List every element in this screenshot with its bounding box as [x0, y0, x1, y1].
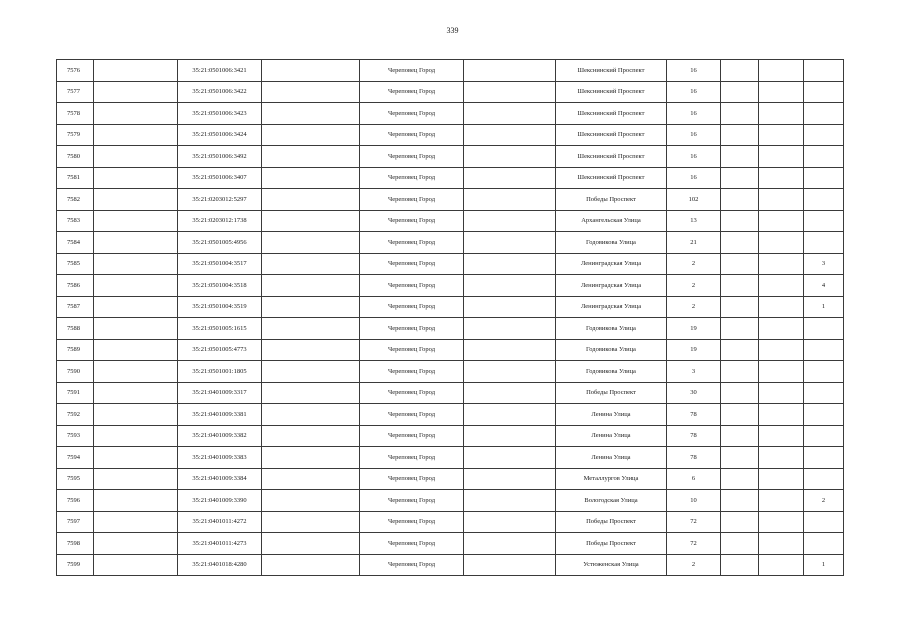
- apartment-cell: 1: [804, 296, 844, 318]
- table-row: [57, 490, 844, 512]
- table-row: [57, 60, 844, 82]
- empty-cell: [464, 275, 556, 297]
- city-cell: Череповец Город: [360, 511, 464, 533]
- empty-cell: [464, 511, 556, 533]
- empty-cell: [262, 490, 360, 512]
- row-number-cell: 7589: [57, 339, 94, 361]
- table-row: [57, 210, 844, 232]
- row-number-cell: 7584: [57, 232, 94, 254]
- empty-cell: [94, 124, 178, 146]
- empty-cell: [94, 533, 178, 555]
- empty-cell: [721, 533, 759, 555]
- street-cell: Шекснинский Проспект: [556, 124, 667, 146]
- city-cell: Череповец Город: [360, 382, 464, 404]
- empty-cell: [94, 447, 178, 469]
- empty-cell: [759, 382, 804, 404]
- house-number-cell: 16: [667, 103, 721, 125]
- street-cell: Ленинградская Улица: [556, 253, 667, 275]
- street-cell: Шекснинский Проспект: [556, 60, 667, 82]
- empty-cell: [94, 361, 178, 383]
- empty-cell: [759, 447, 804, 469]
- empty-cell: [262, 468, 360, 490]
- city-cell: Череповец Город: [360, 361, 464, 383]
- table-row: [57, 146, 844, 168]
- house-number-cell: 3: [667, 361, 721, 383]
- house-number-cell: 16: [667, 60, 721, 82]
- empty-cell: [94, 103, 178, 125]
- apartment-cell: [804, 189, 844, 211]
- cadastral-number-cell: 35:21:0501006:3492: [178, 146, 262, 168]
- empty-cell: [759, 404, 804, 426]
- city-cell: Череповец Город: [360, 404, 464, 426]
- empty-cell: [721, 511, 759, 533]
- apartment-cell: [804, 103, 844, 125]
- apartment-cell: 4: [804, 275, 844, 297]
- empty-cell: [759, 103, 804, 125]
- empty-cell: [464, 167, 556, 189]
- city-cell: Череповец Город: [360, 296, 464, 318]
- cadastral-number-cell: 35:21:0501001:1805: [178, 361, 262, 383]
- table-row: [57, 382, 844, 404]
- empty-cell: [759, 189, 804, 211]
- empty-cell: [262, 124, 360, 146]
- cadastral-number-cell: 35:21:0501004:3519: [178, 296, 262, 318]
- cadastral-number-cell: 35:21:0401011:4272: [178, 511, 262, 533]
- empty-cell: [721, 60, 759, 82]
- apartment-cell: [804, 124, 844, 146]
- house-number-cell: 72: [667, 511, 721, 533]
- table-row: [57, 318, 844, 340]
- street-cell: Ленина Улица: [556, 447, 667, 469]
- empty-cell: [464, 361, 556, 383]
- empty-cell: [759, 425, 804, 447]
- city-cell: Череповец Город: [360, 490, 464, 512]
- empty-cell: [721, 468, 759, 490]
- street-cell: Устюженская Улица: [556, 554, 667, 576]
- table-row: [57, 339, 844, 361]
- street-cell: Шекснинский Проспект: [556, 103, 667, 125]
- table-row: [57, 511, 844, 533]
- street-cell: Ленина Улица: [556, 404, 667, 426]
- table-row: [57, 468, 844, 490]
- cadastral-number-cell: 35:21:0501006:3424: [178, 124, 262, 146]
- cadastral-number-cell: 35:21:0203012:1738: [178, 210, 262, 232]
- apartment-cell: [804, 210, 844, 232]
- cadastral-number-cell: 35:21:0501005:1615: [178, 318, 262, 340]
- empty-cell: [721, 275, 759, 297]
- city-cell: Череповец Город: [360, 554, 464, 576]
- empty-cell: [759, 81, 804, 103]
- empty-cell: [759, 318, 804, 340]
- apartment-cell: [804, 318, 844, 340]
- street-cell: Вологодская Улица: [556, 490, 667, 512]
- street-cell: Ленинградская Улица: [556, 275, 667, 297]
- empty-cell: [721, 232, 759, 254]
- cadastral-number-cell: 35:21:0401009:3383: [178, 447, 262, 469]
- table-row: [57, 554, 844, 576]
- empty-cell: [262, 103, 360, 125]
- empty-cell: [759, 210, 804, 232]
- apartment-cell: [804, 511, 844, 533]
- empty-cell: [94, 60, 178, 82]
- table-row: [57, 189, 844, 211]
- empty-cell: [464, 554, 556, 576]
- empty-cell: [464, 81, 556, 103]
- empty-cell: [721, 554, 759, 576]
- empty-cell: [759, 146, 804, 168]
- row-number-cell: 7586: [57, 275, 94, 297]
- empty-cell: [94, 275, 178, 297]
- empty-cell: [759, 361, 804, 383]
- empty-cell: [464, 468, 556, 490]
- cadastral-number-cell: 35:21:0501005:4956: [178, 232, 262, 254]
- house-number-cell: 30: [667, 382, 721, 404]
- empty-cell: [464, 318, 556, 340]
- house-number-cell: 78: [667, 447, 721, 469]
- city-cell: Череповец Город: [360, 146, 464, 168]
- house-number-cell: 78: [667, 425, 721, 447]
- empty-cell: [262, 210, 360, 232]
- empty-cell: [759, 253, 804, 275]
- empty-cell: [759, 490, 804, 512]
- empty-cell: [721, 189, 759, 211]
- page-number: 339: [446, 26, 459, 35]
- city-cell: Череповец Город: [360, 210, 464, 232]
- empty-cell: [262, 146, 360, 168]
- empty-cell: [262, 81, 360, 103]
- cadastral-number-cell: 35:21:0203012:5297: [178, 189, 262, 211]
- city-cell: Череповец Город: [360, 124, 464, 146]
- empty-cell: [464, 296, 556, 318]
- apartment-cell: [804, 167, 844, 189]
- empty-cell: [464, 210, 556, 232]
- empty-cell: [464, 124, 556, 146]
- row-number-cell: 7598: [57, 533, 94, 555]
- house-number-cell: 13: [667, 210, 721, 232]
- city-cell: Череповец Город: [360, 339, 464, 361]
- empty-cell: [721, 490, 759, 512]
- city-cell: Череповец Город: [360, 425, 464, 447]
- house-number-cell: 2: [667, 296, 721, 318]
- street-cell: Металлургов Улица: [556, 468, 667, 490]
- row-number-cell: 7591: [57, 382, 94, 404]
- table-row: [57, 103, 844, 125]
- empty-cell: [721, 146, 759, 168]
- apartment-cell: [804, 447, 844, 469]
- cadastral-number-cell: 35:21:0501006:3421: [178, 60, 262, 82]
- empty-cell: [262, 404, 360, 426]
- empty-cell: [721, 210, 759, 232]
- empty-cell: [721, 447, 759, 469]
- empty-cell: [759, 275, 804, 297]
- table-row: [57, 361, 844, 383]
- empty-cell: [759, 339, 804, 361]
- table-row: [57, 275, 844, 297]
- empty-cell: [94, 189, 178, 211]
- empty-cell: [94, 253, 178, 275]
- apartment-cell: [804, 232, 844, 254]
- house-number-cell: 16: [667, 81, 721, 103]
- empty-cell: [464, 339, 556, 361]
- row-number-cell: 7585: [57, 253, 94, 275]
- empty-cell: [759, 167, 804, 189]
- cadastral-number-cell: 35:21:0501004:3517: [178, 253, 262, 275]
- street-cell: Ленинградская Улица: [556, 296, 667, 318]
- table-row: [57, 533, 844, 555]
- house-number-cell: 19: [667, 318, 721, 340]
- cadastral-number-cell: 35:21:0501006:3423: [178, 103, 262, 125]
- row-number-cell: 7583: [57, 210, 94, 232]
- empty-cell: [94, 81, 178, 103]
- row-number-cell: 7593: [57, 425, 94, 447]
- empty-cell: [94, 425, 178, 447]
- city-cell: Череповец Город: [360, 447, 464, 469]
- empty-cell: [721, 361, 759, 383]
- apartment-cell: 1: [804, 554, 844, 576]
- city-cell: Череповец Город: [360, 167, 464, 189]
- apartment-cell: [804, 339, 844, 361]
- empty-cell: [94, 554, 178, 576]
- street-cell: Победы Проспект: [556, 533, 667, 555]
- row-number-cell: 7578: [57, 103, 94, 125]
- row-number-cell: 7582: [57, 189, 94, 211]
- house-number-cell: 16: [667, 124, 721, 146]
- empty-cell: [262, 511, 360, 533]
- row-number-cell: 7588: [57, 318, 94, 340]
- street-cell: Годовикова Улица: [556, 339, 667, 361]
- apartment-cell: 2: [804, 490, 844, 512]
- row-number-cell: 7594: [57, 447, 94, 469]
- house-number-cell: 19: [667, 339, 721, 361]
- cadastral-number-cell: 35:21:0401009:3384: [178, 468, 262, 490]
- house-number-cell: 72: [667, 533, 721, 555]
- empty-cell: [721, 124, 759, 146]
- empty-cell: [94, 404, 178, 426]
- city-cell: Череповец Город: [360, 533, 464, 555]
- house-number-cell: 2: [667, 275, 721, 297]
- cadastral-number-cell: 35:21:0501006:3422: [178, 81, 262, 103]
- cadastral-number-cell: 35:21:0401009:3381: [178, 404, 262, 426]
- street-cell: Архангельская Улица: [556, 210, 667, 232]
- street-cell: Шекснинский Проспект: [556, 81, 667, 103]
- empty-cell: [94, 296, 178, 318]
- empty-cell: [721, 167, 759, 189]
- row-number-cell: 7595: [57, 468, 94, 490]
- city-cell: Череповец Город: [360, 81, 464, 103]
- empty-cell: [721, 296, 759, 318]
- empty-cell: [262, 425, 360, 447]
- empty-cell: [721, 404, 759, 426]
- empty-cell: [94, 339, 178, 361]
- city-cell: Череповец Город: [360, 60, 464, 82]
- empty-cell: [262, 318, 360, 340]
- city-cell: Череповец Город: [360, 189, 464, 211]
- empty-cell: [94, 511, 178, 533]
- table-row: [57, 296, 844, 318]
- empty-cell: [262, 447, 360, 469]
- city-cell: Череповец Город: [360, 318, 464, 340]
- cadastral-number-cell: 35:21:0401009:3382: [178, 425, 262, 447]
- street-cell: Годовикова Улица: [556, 232, 667, 254]
- empty-cell: [262, 60, 360, 82]
- house-number-cell: 6: [667, 468, 721, 490]
- empty-cell: [464, 103, 556, 125]
- empty-cell: [721, 425, 759, 447]
- apartment-cell: [804, 533, 844, 555]
- apartment-cell: [804, 382, 844, 404]
- cadastral-number-cell: 35:21:0401009:3317: [178, 382, 262, 404]
- empty-cell: [759, 124, 804, 146]
- empty-cell: [464, 146, 556, 168]
- empty-cell: [759, 60, 804, 82]
- row-number-cell: 7577: [57, 81, 94, 103]
- cadastral-number-cell: 35:21:0401011:4273: [178, 533, 262, 555]
- city-cell: Череповец Город: [360, 232, 464, 254]
- apartment-cell: 3: [804, 253, 844, 275]
- street-cell: Победы Проспект: [556, 382, 667, 404]
- apartment-cell: [804, 361, 844, 383]
- empty-cell: [262, 253, 360, 275]
- empty-cell: [464, 533, 556, 555]
- street-cell: Победы Проспект: [556, 511, 667, 533]
- empty-cell: [464, 232, 556, 254]
- empty-cell: [94, 490, 178, 512]
- house-number-cell: 16: [667, 146, 721, 168]
- house-number-cell: 10: [667, 490, 721, 512]
- house-number-cell: 78: [667, 404, 721, 426]
- house-number-cell: 2: [667, 554, 721, 576]
- row-number-cell: 7587: [57, 296, 94, 318]
- cadastral-number-cell: 35:21:0401009:3390: [178, 490, 262, 512]
- empty-cell: [759, 296, 804, 318]
- table-row: [57, 167, 844, 189]
- house-number-cell: 21: [667, 232, 721, 254]
- house-number-cell: 102: [667, 189, 721, 211]
- empty-cell: [262, 554, 360, 576]
- row-number-cell: 7596: [57, 490, 94, 512]
- cadastral-number-cell: 35:21:0401018:4280: [178, 554, 262, 576]
- street-cell: Годовикова Улица: [556, 361, 667, 383]
- table-row: [57, 232, 844, 254]
- table-row: [57, 124, 844, 146]
- house-number-cell: 2: [667, 253, 721, 275]
- empty-cell: [464, 425, 556, 447]
- row-number-cell: 7590: [57, 361, 94, 383]
- empty-cell: [262, 189, 360, 211]
- table-row: [57, 253, 844, 275]
- empty-cell: [94, 382, 178, 404]
- empty-cell: [464, 404, 556, 426]
- empty-cell: [94, 468, 178, 490]
- empty-cell: [759, 511, 804, 533]
- empty-cell: [262, 382, 360, 404]
- empty-cell: [262, 167, 360, 189]
- empty-cell: [721, 382, 759, 404]
- empty-cell: [464, 490, 556, 512]
- table-row: [57, 404, 844, 426]
- empty-cell: [759, 468, 804, 490]
- cadastral-number-cell: 35:21:0501005:4773: [178, 339, 262, 361]
- apartment-cell: [804, 404, 844, 426]
- row-number-cell: 7579: [57, 124, 94, 146]
- empty-cell: [464, 60, 556, 82]
- city-cell: Череповец Город: [360, 103, 464, 125]
- empty-cell: [464, 447, 556, 469]
- empty-cell: [94, 146, 178, 168]
- row-number-cell: 7592: [57, 404, 94, 426]
- table-row: [57, 425, 844, 447]
- row-number-cell: 7599: [57, 554, 94, 576]
- street-cell: Ленина Улица: [556, 425, 667, 447]
- city-cell: Череповец Город: [360, 468, 464, 490]
- table-row: [57, 447, 844, 469]
- empty-cell: [94, 318, 178, 340]
- apartment-cell: [804, 425, 844, 447]
- empty-cell: [262, 232, 360, 254]
- row-number-cell: 7580: [57, 146, 94, 168]
- empty-cell: [721, 318, 759, 340]
- empty-cell: [464, 382, 556, 404]
- table-row: [57, 81, 844, 103]
- street-cell: Победы Проспект: [556, 189, 667, 211]
- empty-cell: [759, 533, 804, 555]
- street-cell: Годовикова Улица: [556, 318, 667, 340]
- apartment-cell: [804, 468, 844, 490]
- empty-cell: [721, 103, 759, 125]
- empty-cell: [262, 361, 360, 383]
- empty-cell: [721, 81, 759, 103]
- empty-cell: [262, 339, 360, 361]
- empty-cell: [262, 275, 360, 297]
- city-cell: Череповец Город: [360, 253, 464, 275]
- empty-cell: [721, 253, 759, 275]
- city-cell: Череповец Город: [360, 275, 464, 297]
- empty-cell: [759, 554, 804, 576]
- empty-cell: [721, 339, 759, 361]
- empty-cell: [262, 533, 360, 555]
- empty-cell: [464, 253, 556, 275]
- apartment-cell: [804, 146, 844, 168]
- apartment-cell: [804, 81, 844, 103]
- empty-cell: [759, 232, 804, 254]
- empty-cell: [94, 232, 178, 254]
- empty-cell: [464, 189, 556, 211]
- row-number-cell: 7597: [57, 511, 94, 533]
- empty-cell: [94, 167, 178, 189]
- street-cell: Шекснинский Проспект: [556, 167, 667, 189]
- apartment-cell: [804, 60, 844, 82]
- cadastral-number-cell: 35:21:0501004:3518: [178, 275, 262, 297]
- street-cell: Шекснинский Проспект: [556, 146, 667, 168]
- empty-cell: [94, 210, 178, 232]
- empty-cell: [262, 296, 360, 318]
- house-number-cell: 16: [667, 167, 721, 189]
- registry-table-body: [57, 60, 844, 576]
- row-number-cell: 7576: [57, 60, 94, 82]
- cadastral-number-cell: 35:21:0501006:3407: [178, 167, 262, 189]
- row-number-cell: 7581: [57, 167, 94, 189]
- registry-table: [56, 59, 844, 576]
